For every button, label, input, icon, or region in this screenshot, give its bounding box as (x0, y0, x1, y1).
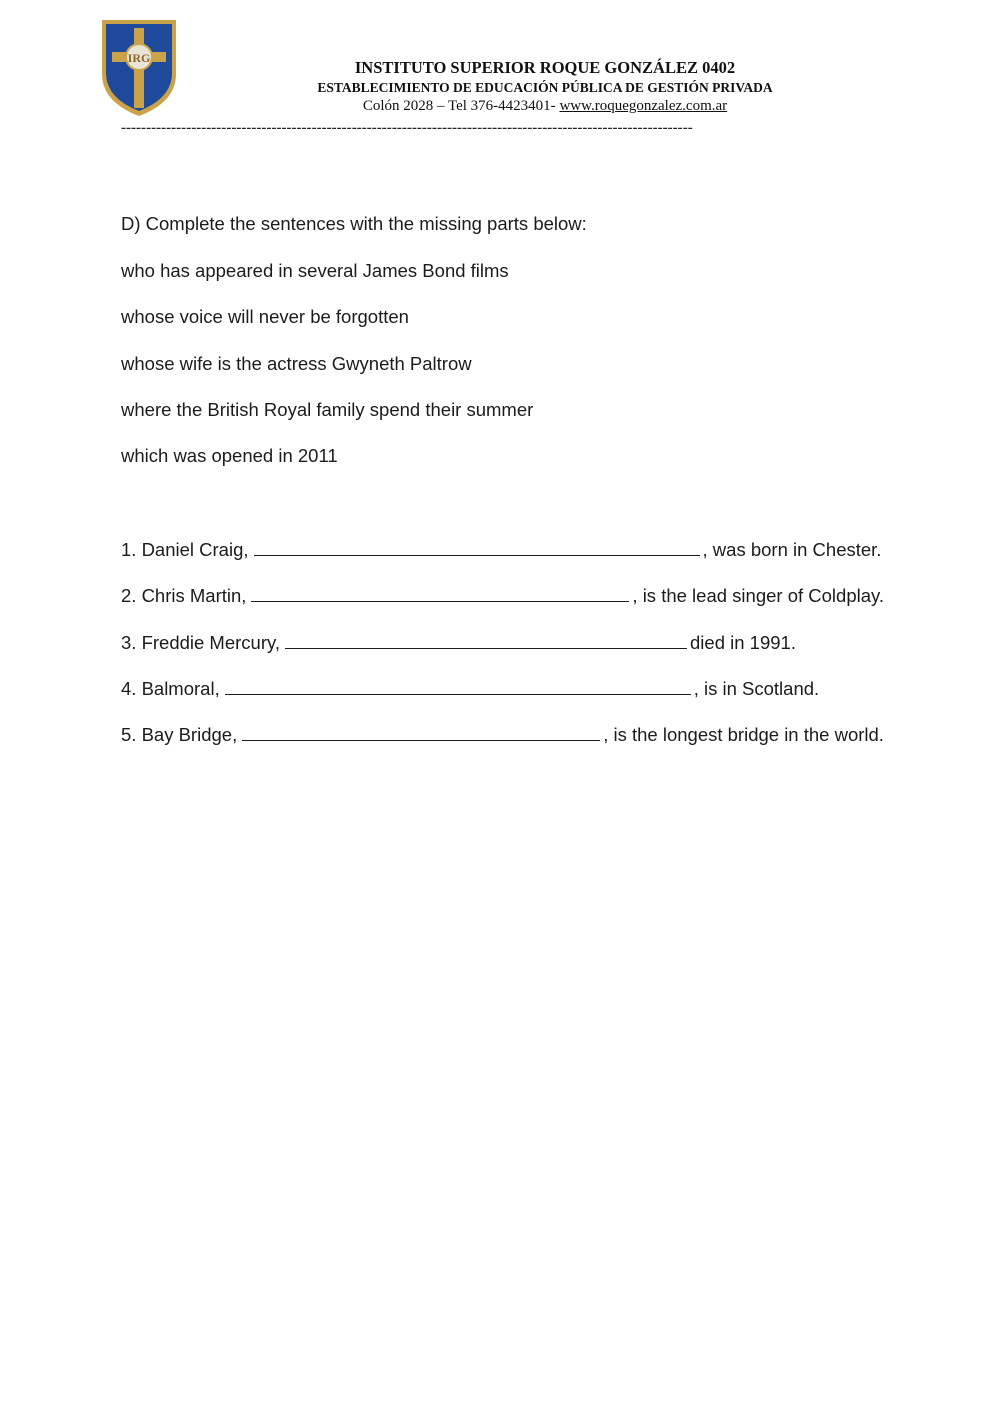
sentence-start: 1. Daniel Craig, (121, 539, 249, 560)
sentence-start: 3. Freddie Mercury, (121, 632, 281, 653)
sentence-end: , was born in Chester. (702, 539, 882, 560)
option-item: where the British Royal family spend their summer (121, 399, 534, 420)
institution-subtitle: ESTABLECIMIENTO DE EDUCACIÓN PÚBLICA DE GESTIÓN PRIVADA (317, 80, 773, 95)
sentence-3 (121, 632, 796, 654)
option-item: whose voice will never be forgotten (121, 306, 409, 327)
svg-text:IRG: IRG (127, 51, 151, 65)
website-link[interactable]: www.roquegonzalez.com.ar (559, 98, 728, 114)
sentence-end: died in 1991. (690, 632, 796, 653)
sentence-end: , is the longest bridge in the world. (603, 724, 884, 745)
institution-name: INSTITUTO SUPERIOR ROQUE GONZÁLEZ 0402 (354, 58, 736, 77)
answer-blank[interactable] (285, 632, 687, 649)
header-divider: ------------------------------------------------------------------------------------------------------------------ (121, 120, 693, 136)
sentence-start: 4. Balmoral, (121, 678, 220, 699)
option-item: whose wife is the actress Gwyneth Paltrow (121, 353, 472, 374)
sentence-5 (121, 724, 884, 746)
sentence-end: , is in Scotland. (693, 678, 820, 699)
school-crest-icon (98, 14, 180, 118)
sentence-start: 5. Bay Bridge, (121, 724, 238, 745)
contact-address: Colón 2028 – Tel 376-4423401- (362, 98, 560, 114)
sentence-1 (121, 539, 881, 561)
sentence-start: 2. Chris Martin, (121, 585, 247, 606)
sentence-4 (121, 678, 819, 700)
contact-line (180, 96, 910, 116)
answer-blank[interactable] (242, 724, 600, 741)
answer-blank[interactable] (251, 585, 629, 602)
answer-blank[interactable] (225, 678, 691, 695)
option-item: who has appeared in several James Bond films (121, 260, 509, 281)
sentence-end: , is the lead singer of Coldplay. (632, 585, 885, 606)
option-item: which was opened in 2011 (121, 445, 338, 466)
answer-blank[interactable] (254, 539, 700, 556)
exercise-instruction: D) Complete the sentences with the missing parts below: (121, 213, 587, 234)
sentence-2 (121, 585, 884, 607)
